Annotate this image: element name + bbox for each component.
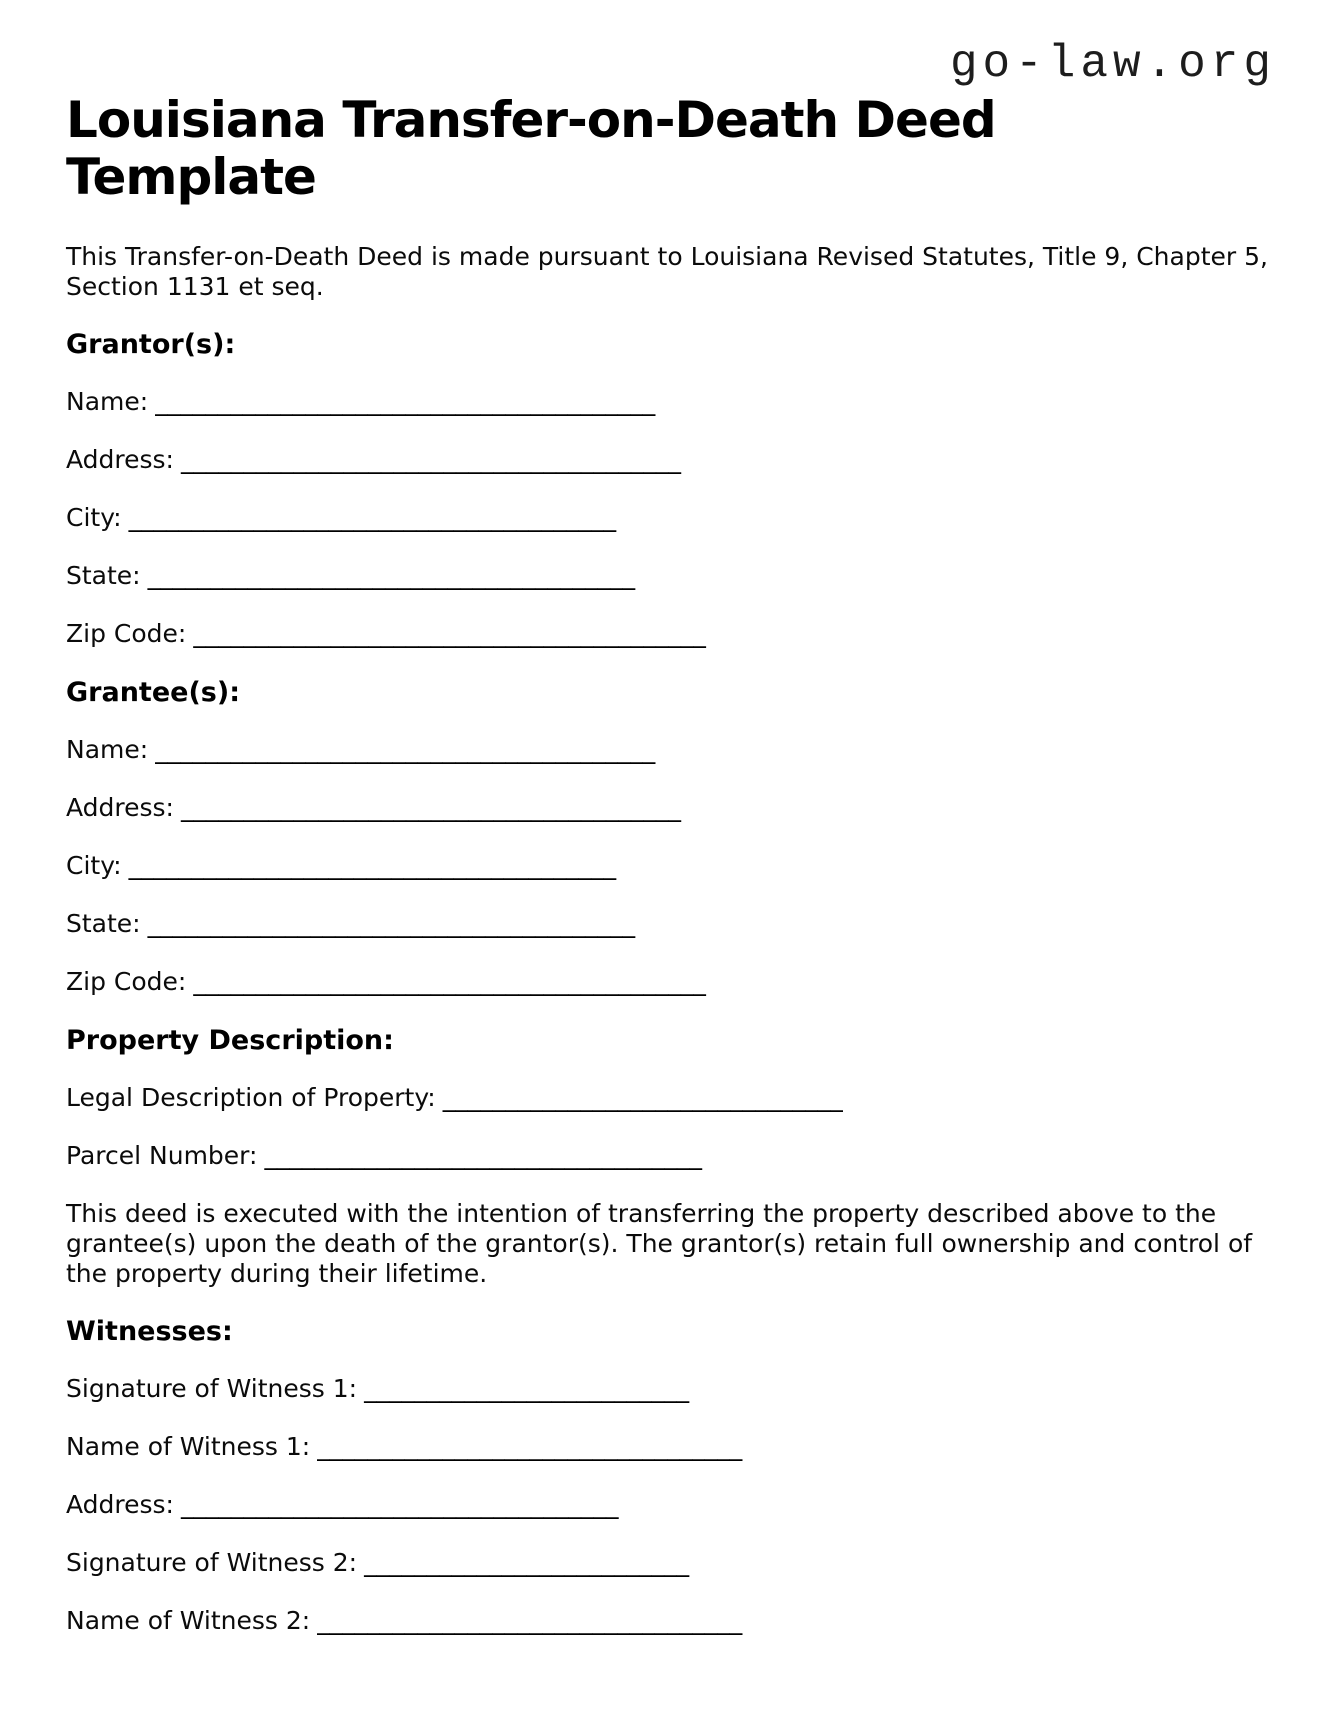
field-blank-line: ________________________________________	[155, 387, 656, 416]
field-grantee-zip	[66, 967, 1276, 997]
section-heading-witnesses: Witnesses:	[66, 1316, 233, 1347]
field-witness2-name	[66, 1606, 1276, 1636]
section-heading-grantor: Grantor(s):	[66, 329, 236, 360]
field-label: City:	[66, 851, 122, 880]
field-legal-description	[66, 1083, 1276, 1113]
field-grantor-state	[66, 561, 1276, 591]
field-label: Signature of Witness 1:	[66, 1374, 358, 1403]
field-blank-line: _________________________________________	[193, 619, 706, 648]
field-blank-line: ________________________________	[442, 1083, 843, 1112]
field-label: State:	[66, 909, 141, 938]
field-blank-line: ___________________________________	[264, 1141, 702, 1170]
field-grantor-zip	[66, 619, 1276, 649]
field-grantee-city	[66, 851, 1276, 881]
page-title: Louisiana Transfer-on-Death Deed Template	[66, 91, 996, 206]
field-label: Legal Description of Property:	[66, 1083, 436, 1112]
field-grantor-address	[66, 445, 1276, 475]
field-parcel-number	[66, 1141, 1276, 1171]
field-blank-line: __________________________________	[317, 1432, 743, 1461]
field-label: Signature of Witness 2:	[66, 1548, 358, 1577]
field-grantee-state	[66, 909, 1276, 939]
field-witness1-signature	[66, 1374, 1276, 1404]
field-label: Name of Witness 1:	[66, 1432, 311, 1461]
field-grantor-city	[66, 503, 1276, 533]
field-label: Zip Code:	[66, 967, 187, 996]
field-witness-address	[66, 1490, 1276, 1520]
field-label: Parcel Number:	[66, 1141, 258, 1170]
field-blank-line: _______________________________________	[128, 503, 617, 532]
field-label: Name of Witness 2:	[66, 1606, 311, 1635]
field-blank-line: _______________________________________	[147, 561, 636, 590]
field-grantee-address	[66, 793, 1276, 823]
field-grantee-name	[66, 735, 1276, 765]
field-witness1-name	[66, 1432, 1276, 1462]
field-grantor-name	[66, 387, 1276, 417]
deed-clause-paragraph: This deed is executed with the intention of transferring the property described above to the grantee(s) upon the death of the grantor(s). The grantor(s) retain full ownership and control of the property during their lifetime.	[66, 1199, 1253, 1288]
field-witness2-signature	[66, 1548, 1276, 1578]
field-label: State:	[66, 561, 141, 590]
field-label: Address:	[66, 793, 174, 822]
brand-watermark: go-law.org	[949, 38, 1276, 90]
field-blank-line: _______________________________________	[128, 851, 617, 880]
field-blank-line: ________________________________________	[180, 445, 681, 474]
section-heading-property: Property Description:	[66, 1025, 394, 1056]
field-blank-line: __________________________	[364, 1374, 690, 1403]
field-blank-line: ___________________________________	[180, 1490, 619, 1519]
field-label: Address:	[66, 1490, 174, 1519]
field-blank-line: ________________________________________	[180, 793, 681, 822]
field-blank-line: __________________________________	[317, 1606, 743, 1635]
section-heading-grantee: Grantee(s):	[66, 677, 240, 708]
field-blank-line: __________________________	[364, 1548, 690, 1577]
field-blank-line: _________________________________________	[193, 967, 706, 996]
field-blank-line: ________________________________________	[155, 735, 656, 764]
field-label: City:	[66, 503, 122, 532]
field-blank-line: _______________________________________	[147, 909, 636, 938]
field-label: Name:	[66, 387, 149, 416]
field-label: Address:	[66, 445, 174, 474]
intro-paragraph: This Transfer-on-Death Deed is made pursuant to Louisiana Revised Statutes, Title 9, Chapter 5, Section 1131 et seq.	[66, 242, 1268, 301]
field-label: Name:	[66, 735, 149, 764]
field-label: Zip Code:	[66, 619, 187, 648]
